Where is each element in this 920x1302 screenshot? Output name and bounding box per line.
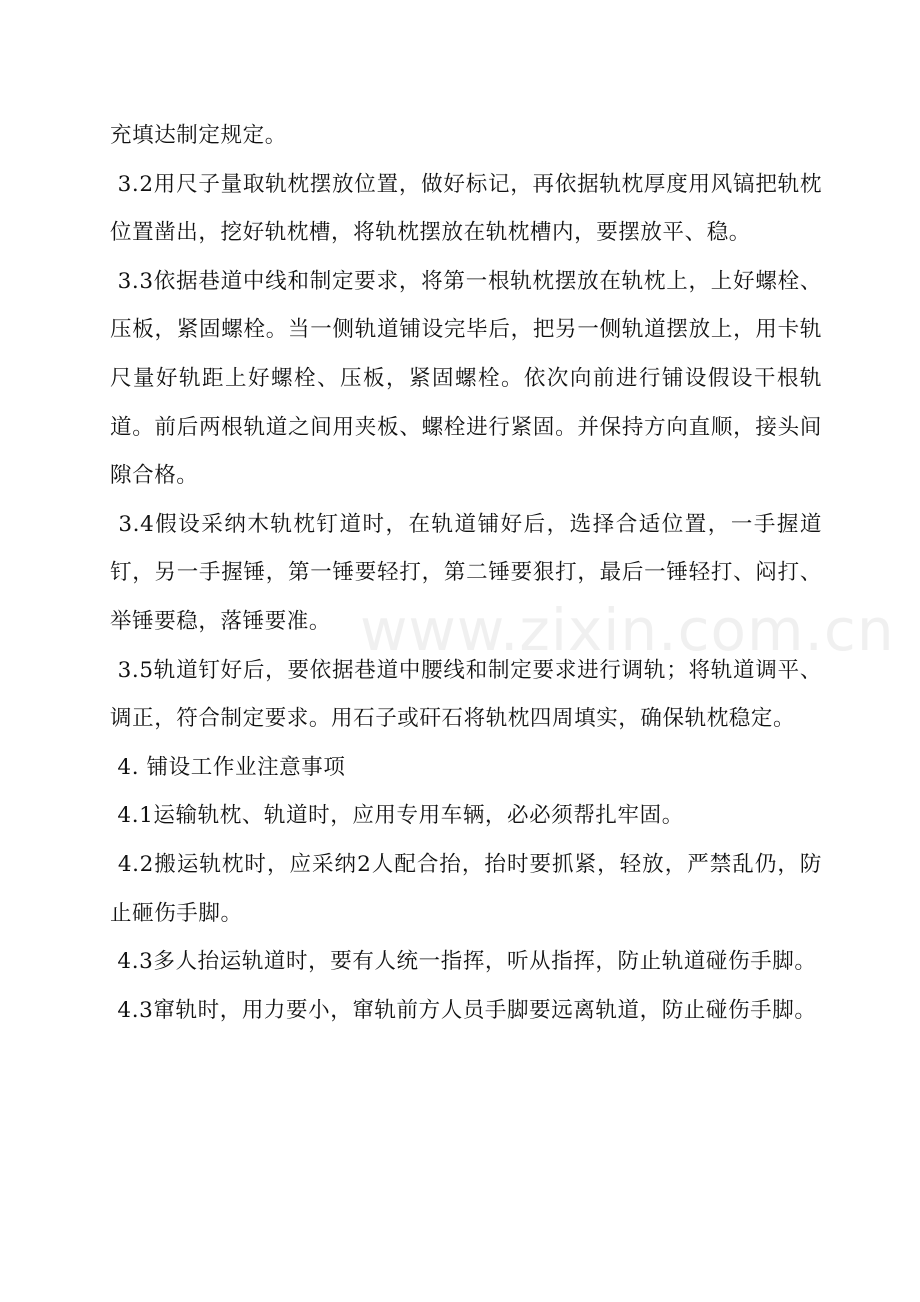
paragraph-4-2: 4.2搬运轨枕时，应采纳2人配合抬，抬时要抓紧，轻放，严禁乱仍，防止砸伤手脚。 [110, 851, 822, 926]
paragraph-3-3: 3.3依据巷道中线和制定要求，将第一根轨枕摆放在轨枕上，上好螺栓、压板，紧固螺栓。当一侧轨道铺设完毕后，把另一侧轨道摆放上，用卡轨尺量好轨距上好螺栓、压板，紧固螺栓。依次向前进行铺设假设干根轨道。前后两根轨道之间用夹板、螺栓进行紧固。并保持方向直顺，接头间隙合格。 [110, 268, 822, 489]
paragraph-4-1: 4.1运输轨枕、轨道时，应用专用车辆，必必须帮扎牢固。 [110, 803, 684, 829]
paragraph-3-5: 3.5轨道钉好后，要依据巷道中腰线和制定要求进行调轨；将轨道调平、调正，符合制定要求。用石子或矸石将轨枕四周填实，确保轨枕稳定。 [110, 657, 822, 732]
paragraph-3-2: 3.2用尺子量取轨枕摆放位置，做好标记，再依据轨枕厚度用风镐把轨枕位置凿出，挖好轨枕槽，将轨枕摆放在轨枕槽内，要摆放平、稳。 [110, 171, 822, 246]
paragraph-4-3a: 4.3多人抬运轨道时，要有人统一指挥，听从指挥，防止轨道碰伤手脚。 [110, 949, 817, 975]
section-heading-4: 4. 铺设工作业注意事项 [110, 754, 346, 780]
paragraph-4-3b: 4.3窜轨时，用力要小，窜轨前方人员手脚要远离轨道，防止碰伤手脚。 [110, 997, 817, 1023]
watermark: www.zixin.com.cn [360, 596, 895, 664]
paragraph-continuation: 充填达制定规定。 [110, 123, 287, 148]
paragraph-3-4: 3.4假设采纳木轨枕钉道时，在轨道铺好后，选择合适位置，一手握道钉，另一手握锤，第一锤要轻打，第二锤要狠打，最后一锤轻打、闷打、举锤要稳，落锤要准。 [110, 511, 822, 634]
document-body [110, 112, 822, 1035]
